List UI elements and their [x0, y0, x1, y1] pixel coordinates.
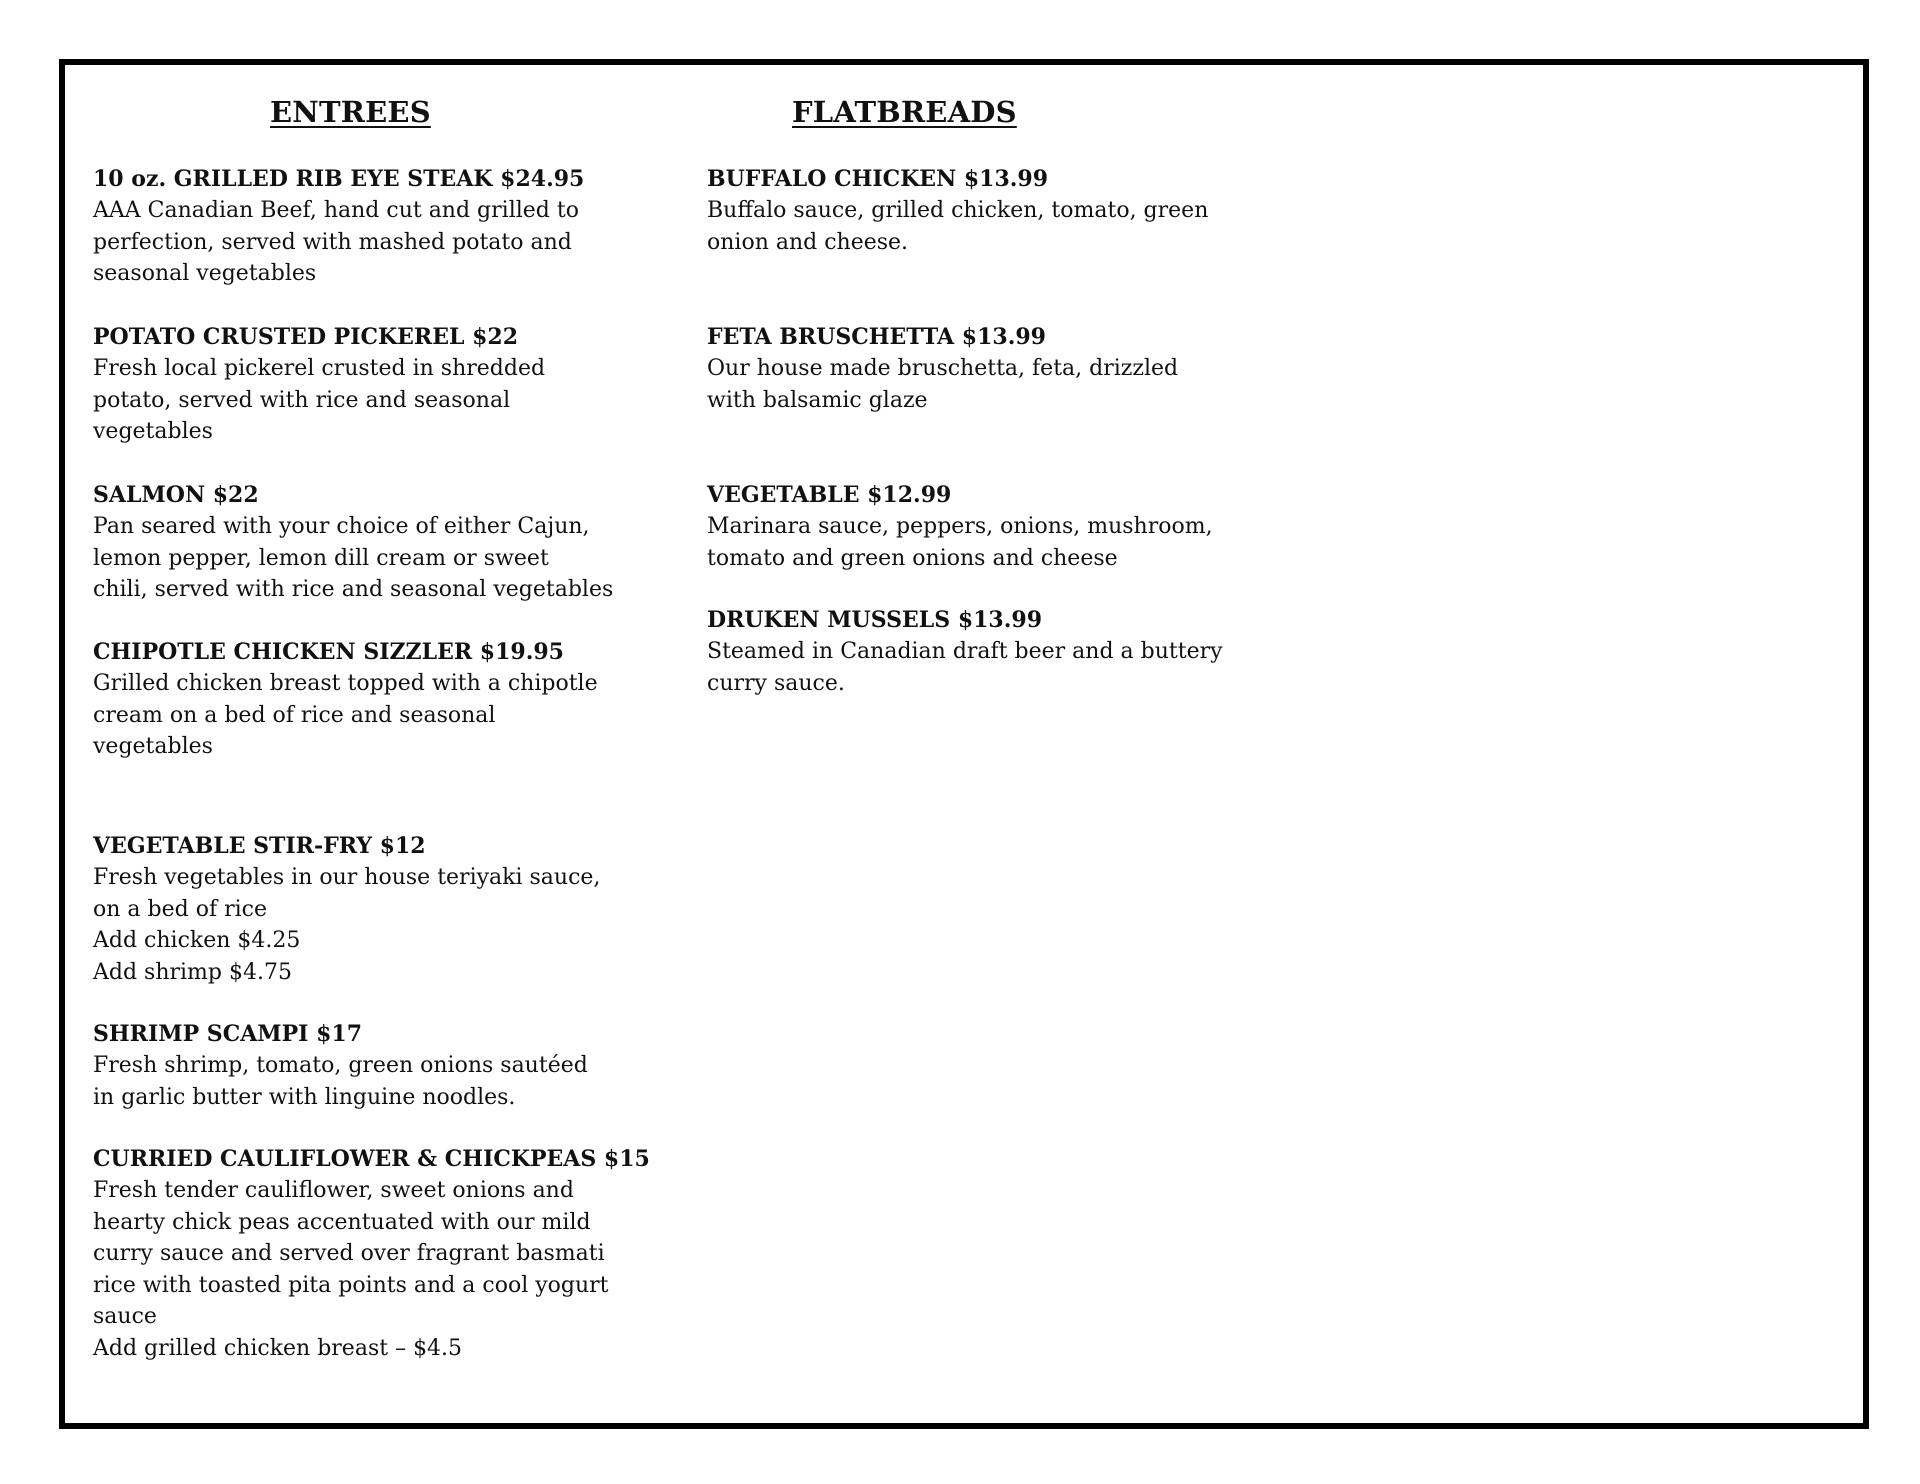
item-title: SHRIMP SCAMPI $17: [93, 1021, 363, 1047]
item-description: Fresh vegetables in our house teriyaki sauce, on a bed of rice Add chicken $4.25 Add shrimp $4.75: [93, 865, 601, 985]
flatbreads-heading: FLATBREADS: [792, 95, 1017, 129]
item-description: Buffalo sauce, grilled chicken, tomato, green onion and cheese.: [707, 198, 1209, 255]
item-title: FETA BRUSCHETTA $13.99: [707, 324, 1046, 350]
menu-item-druken-mussels: [707, 605, 1267, 699]
menu-item-buffalo-chicken: [707, 164, 1267, 258]
menu-item-chipotle-chicken-sizzler: [93, 637, 653, 763]
menu-item-salmon: [93, 480, 653, 606]
item-title: CHIPOTLE CHICKEN SIZZLER $19.95: [93, 639, 564, 665]
item-description: Fresh shrimp, tomato, green onions sautéed in garlic butter with linguine noodles.: [93, 1053, 588, 1110]
item-description: Our house made bruschetta, feta, drizzled with balsamic glaze: [707, 356, 1179, 413]
item-title: DRUKEN MUSSELS $13.99: [707, 607, 1043, 633]
item-description: Grilled chicken breast topped with a chipotle cream on a bed of rice and seasonal vegetables: [93, 671, 598, 759]
item-title: POTATO CRUSTED PICKEREL $22: [93, 324, 519, 350]
item-description: Marinara sauce, peppers, onions, mushroom, tomato and green onions and cheese: [707, 514, 1213, 571]
item-title: VEGETABLE $12.99: [707, 482, 952, 508]
item-title: 10 oz. GRILLED RIB EYE STEAK $24.95: [93, 166, 585, 192]
item-title: VEGETABLE STIR-FRY $12: [93, 833, 426, 859]
menu-frame: [59, 59, 1869, 1429]
item-description: Pan seared with your choice of either Cajun, lemon pepper, lemon dill cream or sweet chili, served with rice and seasonal vegetables: [93, 514, 614, 602]
menu-item-vegetable-flatbread: [707, 480, 1267, 574]
item-title: CURRIED CAULIFLOWER & CHICKPEAS $15: [93, 1146, 650, 1172]
item-title: BUFFALO CHICKEN $13.99: [707, 166, 1049, 192]
menu-item-potato-crusted-pickerel: [93, 322, 653, 448]
item-description: Steamed in Canadian draft beer and a buttery curry sauce.: [707, 639, 1223, 696]
item-description: Fresh local pickerel crusted in shredded potato, served with rice and seasonal vegetables: [93, 356, 546, 444]
item-description: Fresh tender cauliflower, sweet onions and hearty chick peas accentuated with our mild curry sauce and served over fragrant basmati rice with toasted pita points and a cool yogurt sauce Add grilled chicken breast – $4.5: [93, 1178, 609, 1361]
menu-item-feta-bruschetta: [707, 322, 1267, 416]
item-title: SALMON $22: [93, 482, 259, 508]
entrees-heading: ENTREES: [270, 95, 431, 129]
menu-item-vegetable-stir-fry: [93, 831, 653, 988]
menu-item-curried-cauliflower-chickpeas: [93, 1144, 653, 1364]
item-description: AAA Canadian Beef, hand cut and grilled to perfection, served with mashed potato and seasonal vegetables: [93, 198, 579, 286]
menu-item-shrimp-scampi: [93, 1019, 653, 1113]
menu-item-rib-eye-steak: [93, 164, 653, 290]
